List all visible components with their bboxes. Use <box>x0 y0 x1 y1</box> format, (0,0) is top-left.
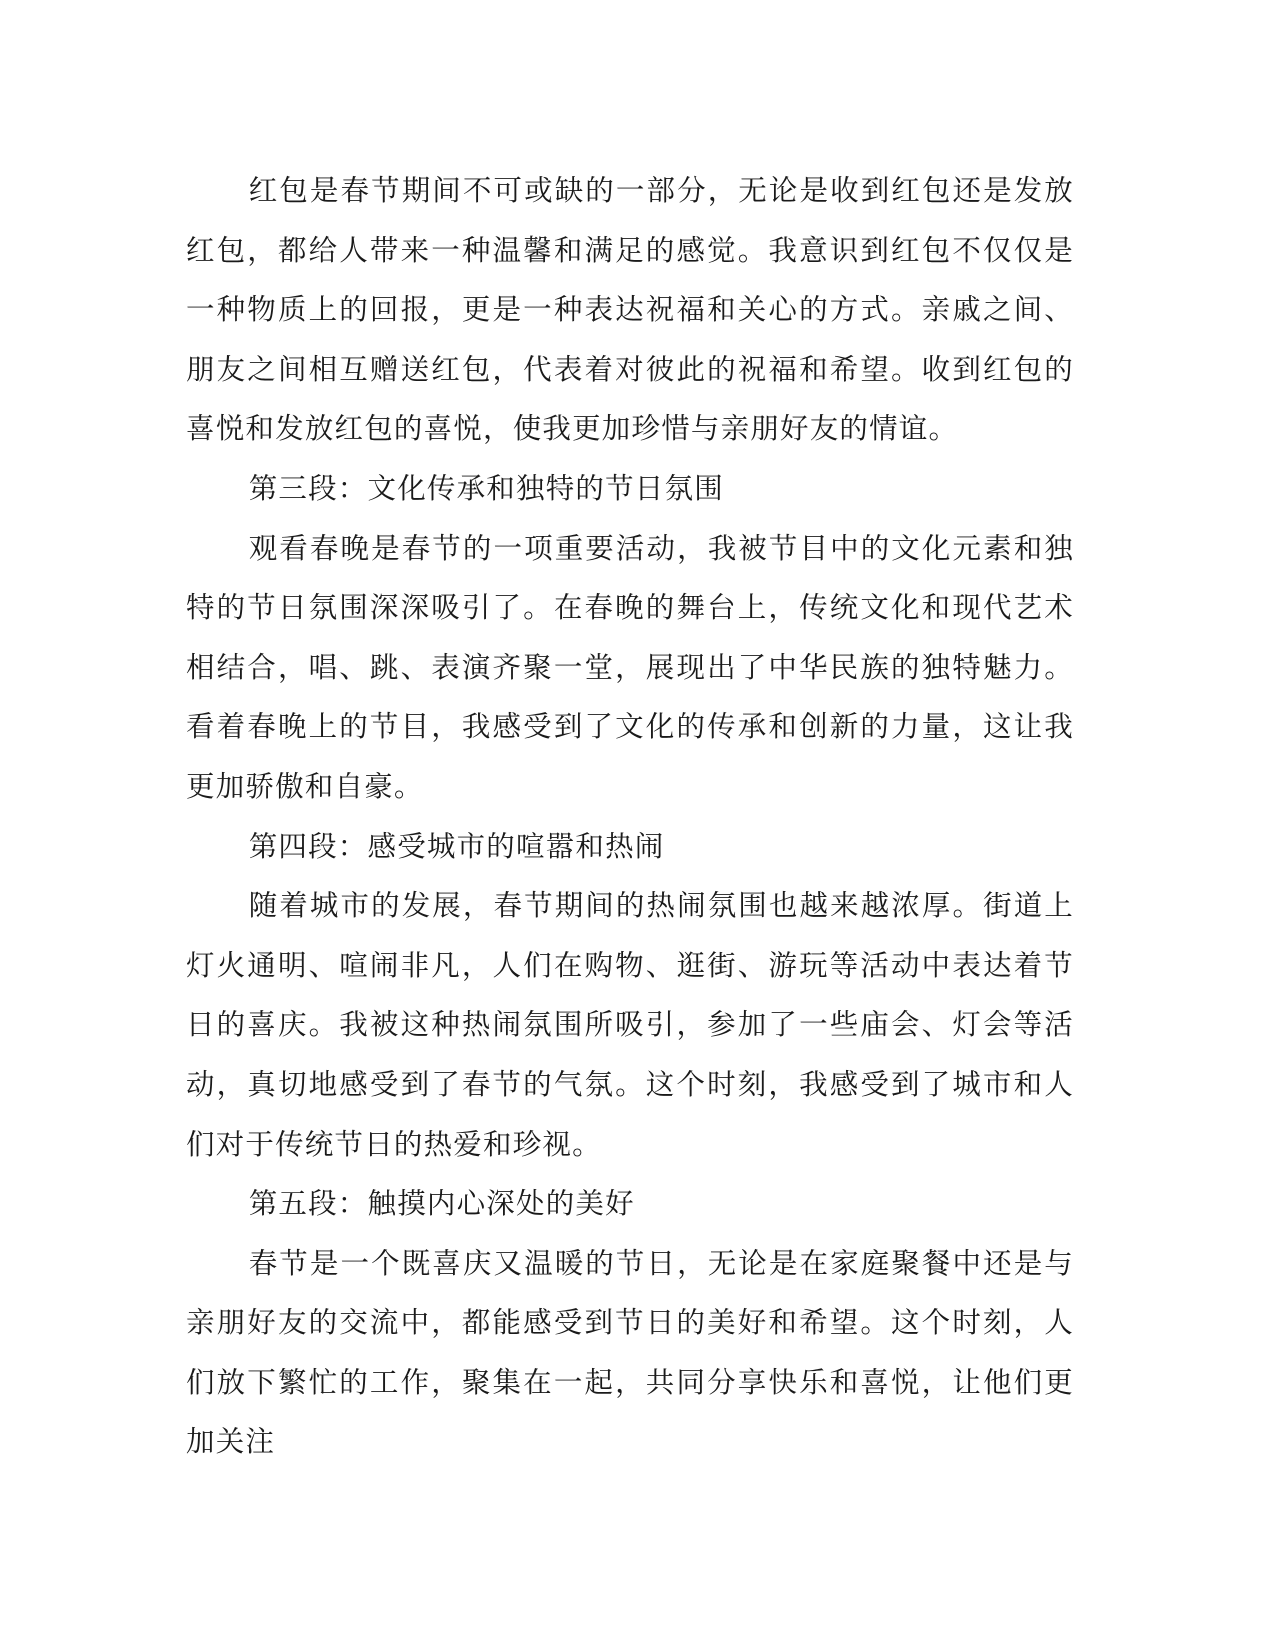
paragraph-inner-beauty: 春节是一个既喜庆又温暖的节日，无论是在家庭聚餐中还是与亲朋好友的交流中，都能感受到节日的美好和希望。这个时刻，人们放下繁忙的工作，聚集在一起，共同分享快乐和喜悦，让他们更加关注 <box>186 1246 1074 1459</box>
section-heading-3: 第三段：文化传承和独特的节日氛围 <box>248 471 724 505</box>
paragraph-city-festivity: 随着城市的发展，春节期间的热闹氛围也越来越浓厚。街道上灯火通明、喧闹非凡，人们在购物、逛街、游玩等活动中表达着节日的喜庆。我被这种热闹氛围所吸引，参加了一些庙会、灯会等活动，真切地感受到了春节的气氛。这个时刻，我感受到了城市和人们对于传统节日的热爱和珍视。 <box>186 889 1074 1161</box>
section-heading-5: 第五段：触摸内心深处的美好 <box>248 1187 635 1221</box>
paragraph-red-envelope: 红包是春节期间不可或缺的一部分，无论是收到红包还是发放红包，都给人带来一种温馨和满足的感觉。我意识到红包不仅仅是一种物质上的回报，更是一种表达祝福和关心的方式。亲戚之间、朋友之间相互赠送红包，代表着对彼此的祝福和希望。收到红包的喜悦和发放红包的喜悦，使我更加珍惜与亲朋好友的情谊。 <box>186 174 1074 446</box>
paragraph-spring-gala: 观看春晚是春节的一项重要活动，我被节目中的文化元素和独特的节日氛围深深吸引了。在春晚的舞台上，传统文化和现代艺术相结合，唱、跳、表演齐聚一堂，展现出了中华民族的独特魅力。看着春晚上的节目，我感受到了文化的传承和创新的力量，这让我更加骄傲和自豪。 <box>186 531 1074 803</box>
document-body <box>186 161 1074 1472</box>
section-heading-4: 第四段：感受城市的喧嚣和热闹 <box>248 829 665 863</box>
